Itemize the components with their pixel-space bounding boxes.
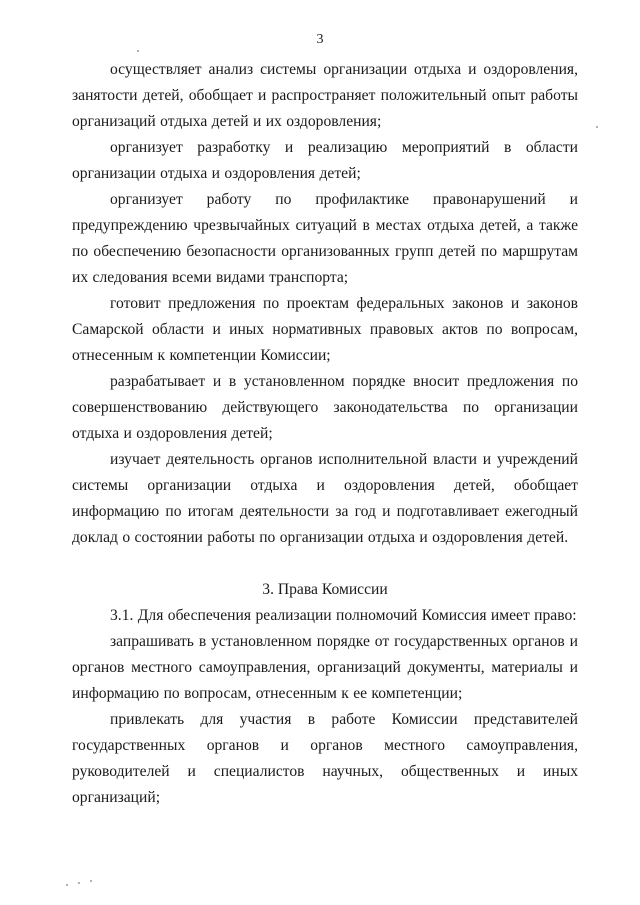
section-rights <box>72 577 578 811</box>
paragraph: привлекать для участия в работе Комиссии представителей государственных органов и органов местного самоуправления, руководителей и специалистов научных, общественных и иных организаций; <box>72 711 578 806</box>
paragraph: разрабатывает и в установленном порядке вносит предложения по совершенствованию действующего законодательства по организации отдыха и оздоровления детей; <box>72 373 578 442</box>
document-body <box>72 57 578 811</box>
scan-speck <box>137 50 139 52</box>
section-heading: 3. Права Комиссии <box>262 581 388 598</box>
scan-speck <box>78 882 80 884</box>
paragraph: 3.1. Для обеспечения реализации полномочий Комиссия имеет право: <box>110 607 577 624</box>
paragraph: готовит предложения по проектам федеральных законов и законов Самарской области и иных нормативных правовых актов по вопросам, отнесенным к компетенции Комиссии; <box>72 295 578 364</box>
paragraph: осуществляет анализ системы организации отдыха и оздоровления, занятости детей, обобщает и распространяет положительный опыт работы организаций отдыха детей и их оздоровления; <box>72 61 578 130</box>
paragraph: запрашивать в установленном порядке от государственных органов и органов местного самоуправления, организаций документы, материалы и информацию по вопросам, отнесенным к ее компетенции; <box>72 633 578 702</box>
paragraph: организует разработку и реализацию мероприятий в области организации отдыха и оздоровления детей; <box>72 139 578 182</box>
page-number: 3 <box>316 32 324 47</box>
scan-speck <box>90 880 92 882</box>
scan-speck <box>596 126 598 128</box>
paragraph: организует работу по профилактике правонарушений и предупреждению чрезвычайных ситуаций в местах отдыха детей, а также по обеспечению безопасности организованных групп детей по маршрутам их следования всеми видами транспорта; <box>72 191 578 286</box>
scan-speck <box>66 884 68 886</box>
paragraph: изучает деятельность органов исполнительной власти и учреждений системы организации отдыха и оздоровления детей, обобщает информацию по итогам деятельности за год и подготавливает ежегодный доклад о состоянии работы по организации отдыха и оздоровления детей. <box>72 451 578 546</box>
